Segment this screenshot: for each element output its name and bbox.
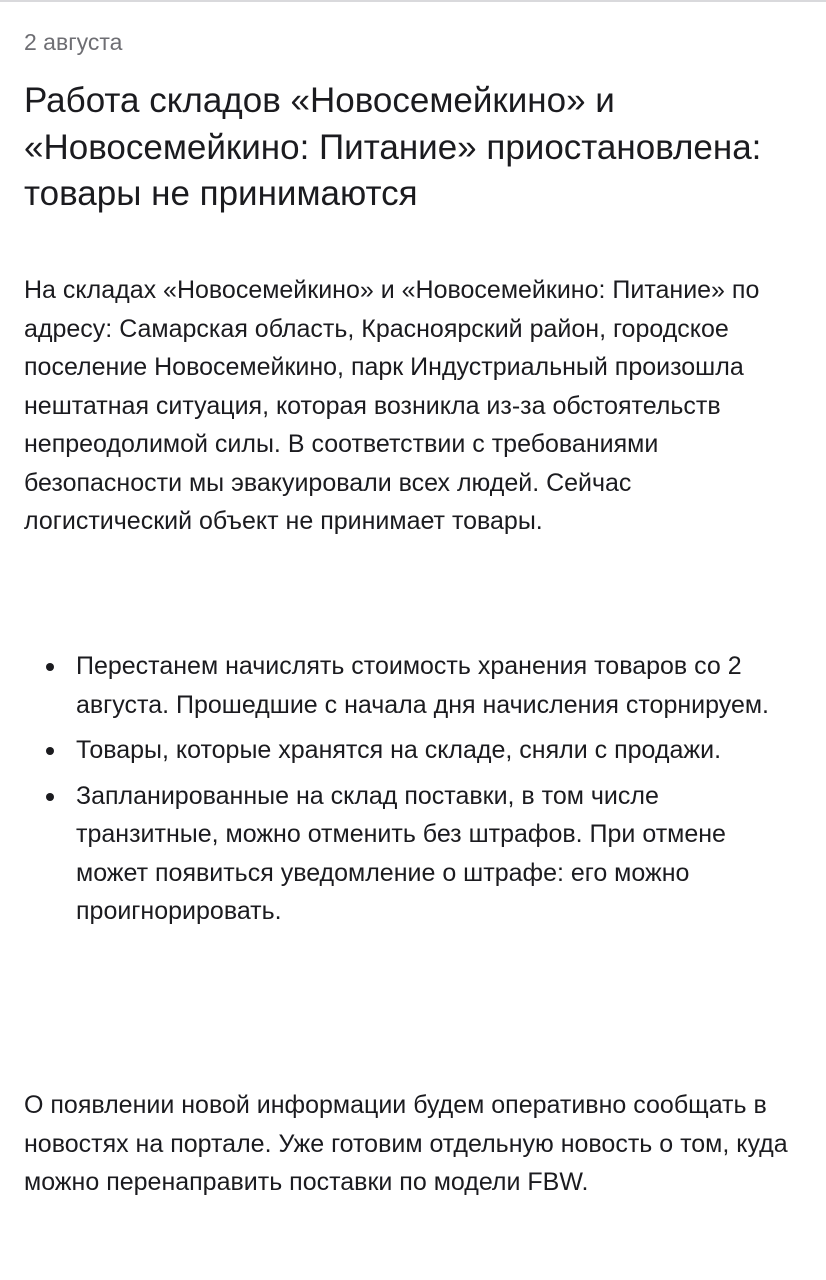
list-item (24, 777, 804, 931)
bullet-dot-icon (46, 747, 54, 755)
article-title: Работа складов «Новосемейкино» и «Новосемейкино: Питание» приостановлена: товары не принимаются (24, 81, 762, 213)
article-date: 2 августа (24, 29, 123, 55)
bullet-dot-icon (46, 793, 54, 801)
list-item (24, 731, 804, 770)
article-bullet-list (24, 647, 804, 938)
top-divider (0, 0, 826, 2)
article-intro-paragraph: На складах «Новосемейкино» и «Новосемейкино: Питание» по адресу: Самарская область, Красноярский район, городское поселение Новосемейкино, парк Индустриальный произошла нештатная ситуация, которая возникла из-за обстоятельств непреодолимой силы. В соответствии с требованиями безопасности мы эвакуировали всех людей. Сейчас логистический объект не принимает товары. (24, 276, 760, 535)
bullet-dot-icon (46, 663, 54, 671)
article-outro-paragraph: О появлении новой информации будем оперативно сообщать в новостях на портале. Уже готовим отдельную новость о том, куда можно перенаправить поставки по модели FBW. (24, 1091, 788, 1196)
list-item (24, 647, 804, 724)
list-item-text: Товары, которые хранятся на складе, сняли с продажи. (76, 736, 722, 764)
list-item-text: Перестанем начислять стоимость хранения товаров со 2 августа. Прошедшие с начала дня начисления сторнируем. (76, 652, 770, 719)
list-item-text: Запланированные на склад поставки, в том числе транзитные, можно отменить без штрафов. При отмене может появиться уведомление о штрафе: его можно проигнорировать. (76, 781, 726, 925)
